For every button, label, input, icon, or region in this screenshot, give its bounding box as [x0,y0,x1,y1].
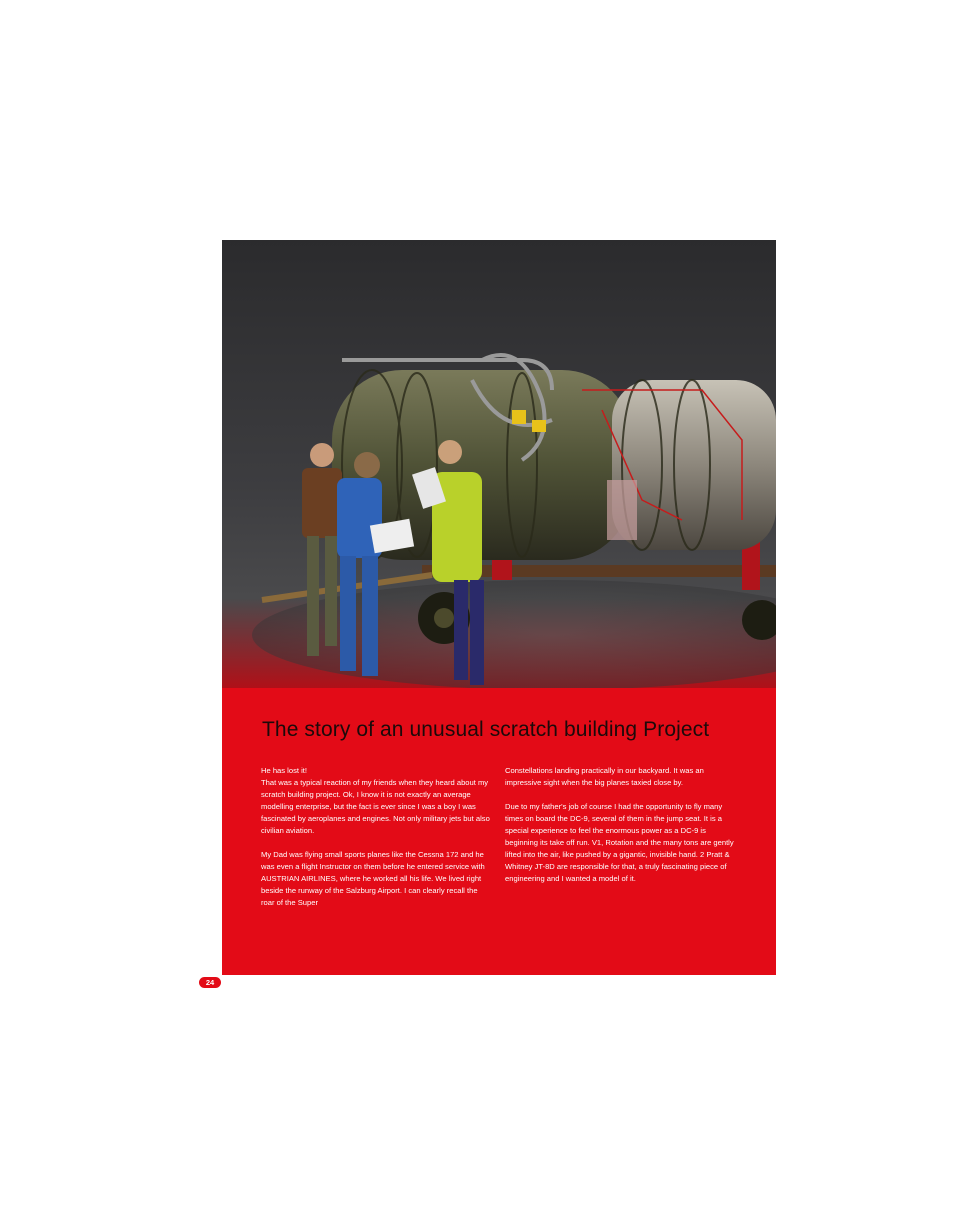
right-paragraph-1: Constellations landing practically in our backyard. It was an impressive sight when the big planes taxied close by. [505,766,704,787]
right-paragraph-2: Due to my father's job of course I had the opportunity to fly many times on board the DC-9, several of them in the jump seat. It is a special experience to feel the enormous power as a DC-9 is beginning its take off run. V1, Rotation and the many tons are gently lifted into the air, like pushed by a gigantic, invisible hand. 2 Pratt & Whitney JT-8D are responsible for that, a truly fascinating piece of engineering and I wanted a model of it. [505,802,734,883]
article-title: The story of an unusual scratch building Project [262,718,710,742]
article-page [222,240,776,975]
left-paragraph-2: My Dad was flying small sports planes like the Cessna 172 and he was even a flight Instructor on them before he entered service with AUSTRIAN AIRLINES, where he worked all his life. We lived right beside the runway of the Salzburg Airport. I can clearly recall the roar of the Super [261,850,485,907]
right-column [505,765,737,897]
left-column [261,765,493,921]
photo-illustration [222,240,776,688]
page-number-badge: 24 [199,977,221,988]
left-paragraph-1: He has lost it! That was a typical reaction of my friends when they heard about my scratch building project. Ok, I know it is not exactly an average modelling enterprise, but the fact is ever since I was a boy I was fascinated by aeroplanes and engines. Not only military jets but also civilian aviation. [261,766,490,835]
jet-engine-model-photo [222,240,776,688]
